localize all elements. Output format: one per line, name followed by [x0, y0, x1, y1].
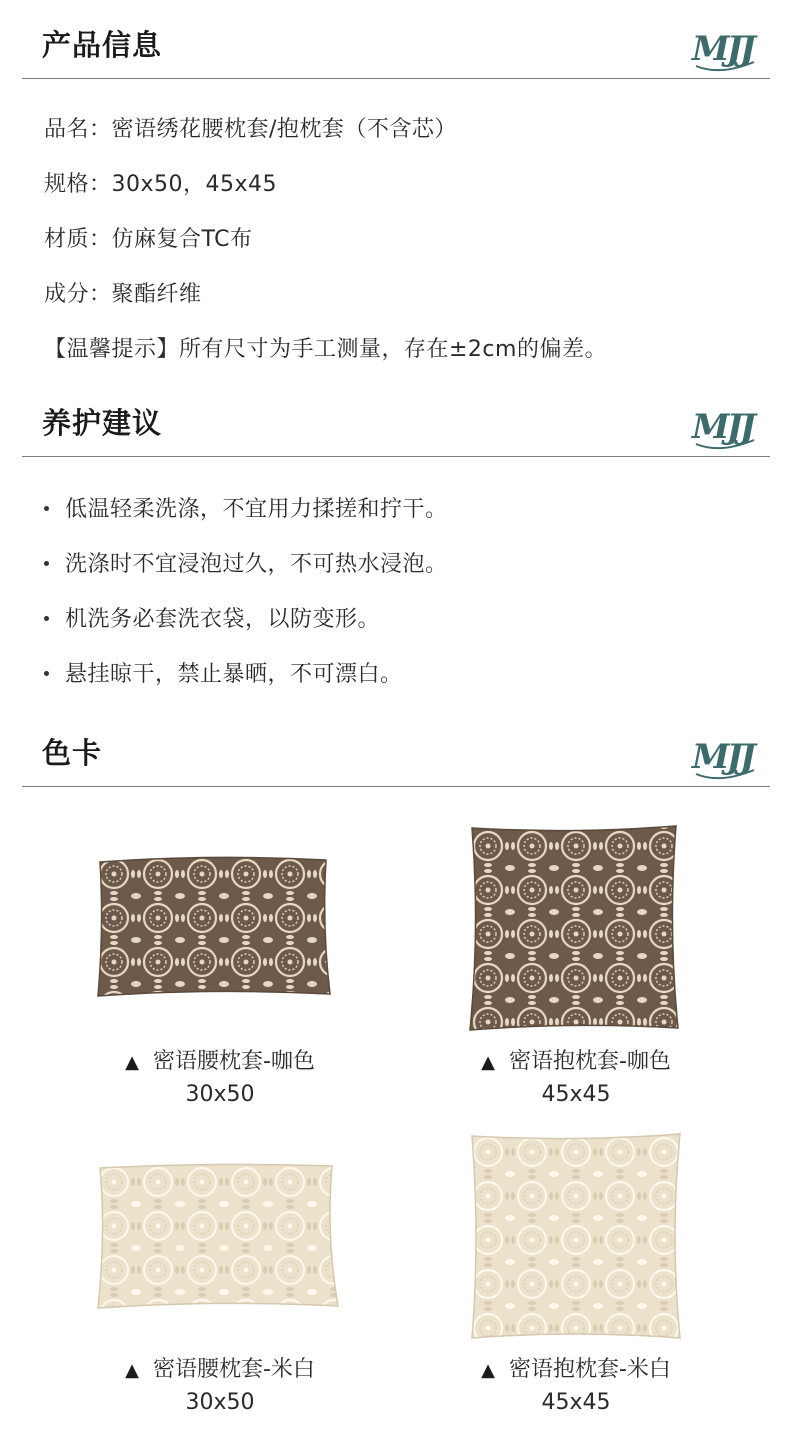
care-item [44, 547, 448, 578]
pillow-image-square-cream [466, 1130, 684, 1342]
product-size: 30x50 [185, 1390, 255, 1415]
care-item-text: 机洗务必套洗衣袋，以防变形。 [65, 607, 381, 632]
pillow-image-lumbar-brown [92, 852, 336, 1002]
product-size: 30x50 [185, 1082, 255, 1107]
section-title: 产品信息 [42, 28, 163, 62]
brand-logo [690, 404, 760, 450]
product-name: 密语腰枕套-米白 [152, 1357, 315, 1382]
bullet-icon [44, 616, 49, 621]
info-product-name: 品名：密语绣花腰枕套/抱枕套（不含芯） [44, 117, 457, 142]
product-caption [406, 1046, 746, 1111]
product-name: 密语抱枕套-咖色 [508, 1049, 671, 1074]
pillow-image-square-brown [466, 824, 682, 1032]
triangle-icon: ▲ [125, 1052, 139, 1073]
section-title: 色卡 [42, 736, 103, 770]
care-item-text: 悬挂晾干，禁止暴晒，不可漂白。 [65, 662, 403, 687]
brand-logo [690, 26, 760, 72]
info-composition: 成分：聚酯纤维 [44, 282, 202, 307]
care-item-text: 洗涤时不宜浸泡过久，不可热水浸泡。 [65, 552, 448, 577]
section-title: 养护建议 [42, 406, 163, 440]
product-name: 密语腰枕套-咖色 [152, 1049, 315, 1074]
care-item [44, 657, 403, 688]
care-item-text: 低温轻柔洗涤，不宜用力揉搓和拧干。 [65, 497, 448, 522]
info-material: 材质：仿麻复合TC布 [44, 227, 253, 252]
product-name: 密语抱枕套-米白 [508, 1357, 671, 1382]
product-caption [50, 1354, 390, 1419]
info-spec: 规格：30x50，45x45 [44, 172, 278, 197]
bullet-icon [44, 561, 49, 566]
info-tip: 【温馨提示】所有尺寸为手工测量，存在±2cm的偏差。 [44, 337, 607, 362]
triangle-icon: ▲ [481, 1052, 495, 1073]
bullet-icon [44, 671, 49, 676]
product-caption [50, 1046, 390, 1111]
section-header-colors [22, 708, 770, 787]
triangle-icon: ▲ [481, 1360, 495, 1381]
bullet-icon [44, 506, 49, 511]
care-item [44, 492, 448, 523]
pillow-image-lumbar-cream [92, 1160, 342, 1312]
product-name-line [50, 1046, 390, 1079]
care-item [44, 602, 380, 633]
product-name-line [50, 1354, 390, 1387]
triangle-icon: ▲ [125, 1360, 139, 1381]
brand-logo [690, 734, 760, 780]
product-name-line [406, 1046, 746, 1079]
product-name-line [406, 1354, 746, 1387]
product-size: 45x45 [541, 1390, 611, 1415]
product-size: 45x45 [541, 1082, 611, 1107]
section-header-care [22, 378, 770, 457]
product-caption [406, 1354, 746, 1419]
section-header-product-info [22, 0, 770, 79]
